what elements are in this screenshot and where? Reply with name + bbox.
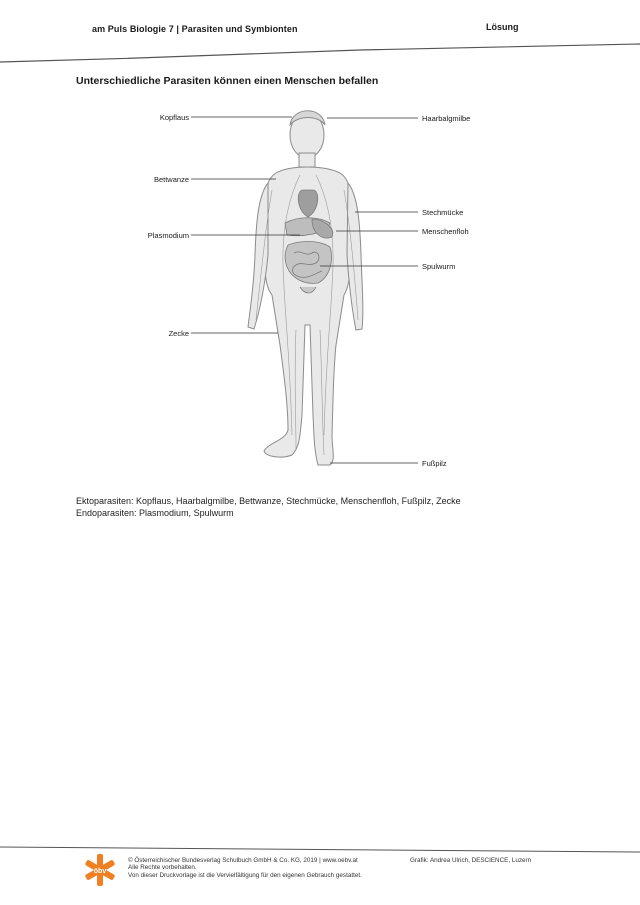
label-zecke: Zecke [168, 329, 189, 338]
body-parasite-figure [0, 95, 640, 480]
label-haarbalgmilbe: Haarbalgmilbe [422, 114, 471, 123]
label-bettwanze: Bettwanze [153, 175, 189, 184]
footer-line-3: Von dieser Druckvorlage ist die Vervielfältigung für den eigenen Gebrauch gestattet. [128, 871, 362, 879]
header-divider [0, 40, 640, 70]
header-title: am Puls Biologie 7 | Parasiten und Symbionten [92, 24, 298, 34]
label-kopflaus: Kopflaus [159, 113, 189, 122]
header-solution-label: Lösung [486, 22, 519, 32]
footer-line-2: Alle Rechte vorbehalten. [128, 864, 197, 872]
oebv-logo [84, 852, 116, 888]
answer-ektoparasiten: Ektoparasiten: Kopflaus, Haarbalgmilbe, Bettwanze, Stechmücke, Menschenfloh, Fußpilz, Zecke [76, 496, 461, 506]
footer-copyright [128, 857, 362, 879]
answer-endoparasiten: Endoparasiten: Plasmodium, Spulwurm [76, 508, 234, 518]
label-spulwurm: Spulwurm [422, 262, 456, 271]
label-plasmodium: Plasmodium [147, 231, 189, 240]
answer-block [76, 495, 461, 519]
footer-credit: Grafik: Andrea Ulrich, DESCIENCE, Luzern [410, 857, 532, 864]
footer-line-1: © Österreichischer Bundesverlag Schulbuch GmbH & Co. KG, 2019 | www.oebv.at [128, 857, 358, 864]
logo-text: öbv [93, 868, 107, 875]
section-title: Unterschiedliche Parasiten können einen Menschen befallen [76, 75, 379, 87]
label-menschenfloh: Menschenfloh [422, 227, 469, 236]
label-stechmuecke: Stechmücke [422, 208, 464, 217]
label-fusspilz: Fußpilz [422, 459, 447, 468]
